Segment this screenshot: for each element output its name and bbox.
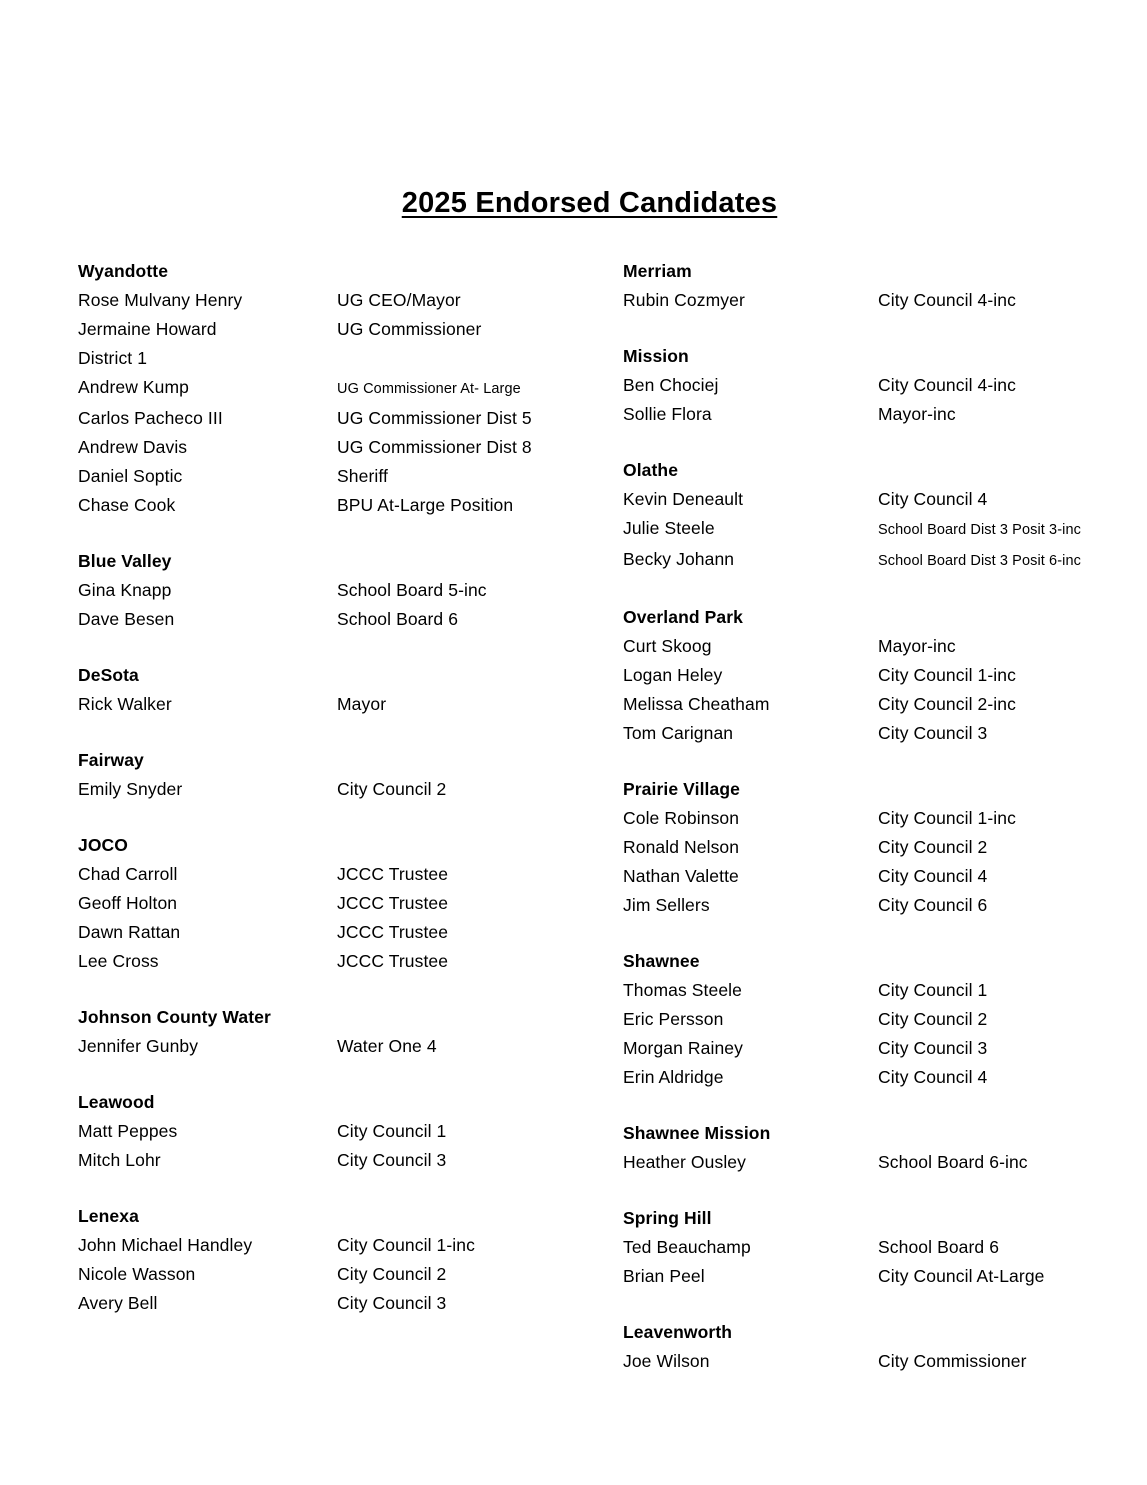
office-label: City Council 1 (337, 1121, 447, 1141)
candidate-name: Chase Cook (78, 495, 176, 515)
candidate-row (78, 462, 623, 491)
candidate-name: Ronald Nelson (623, 837, 740, 857)
candidate-row (78, 775, 623, 804)
office-label: Water One 4 (337, 1036, 437, 1056)
candidate-row (623, 690, 1143, 719)
candidate-row (78, 286, 623, 315)
city-header: Overland Park (623, 607, 743, 627)
candidate-row (78, 344, 623, 373)
office-label: School Board 6 (337, 609, 459, 629)
candidate-name: Brian Peel (623, 1266, 705, 1286)
office-label: JCCC Trustee (337, 951, 449, 971)
office-label: Mayor-inc (878, 404, 956, 424)
city-header: Shawnee (623, 951, 700, 971)
candidate-name: Eric Persson (623, 1009, 724, 1029)
candidate-row (78, 404, 623, 433)
candidate-name: District 1 (78, 348, 148, 368)
candidate-row (78, 947, 623, 976)
office-label: Mayor-inc (878, 636, 956, 656)
candidate-name: Avery Bell (78, 1293, 158, 1313)
office-label: UG CEO/Mayor (337, 290, 461, 310)
candidate-row (78, 1146, 623, 1175)
candidate-row (623, 1347, 1143, 1376)
candidate-name: Jim Sellers (623, 895, 710, 915)
candidate-name: Dave Besen (78, 609, 175, 629)
city-section (623, 257, 1143, 315)
city-header: Leawood (78, 1092, 155, 1112)
candidate-row (78, 918, 623, 947)
candidate-name: Geoff Holton (78, 893, 178, 913)
candidate-name: Becky Johann (623, 549, 735, 569)
candidate-name: Rick Walker (78, 694, 172, 714)
city-header: Wyandotte (78, 261, 169, 281)
candidate-name: Chad Carroll (78, 864, 178, 884)
office-label: JCCC Trustee (337, 922, 449, 942)
candidate-row (623, 833, 1143, 862)
office-label: City Council 1-inc (337, 1235, 475, 1255)
city-header: Johnson County Water (78, 1007, 271, 1027)
city-header: DeSota (78, 665, 139, 685)
office-label: City Council 3 (337, 1150, 447, 1170)
candidate-name: Andrew Kump (78, 377, 190, 397)
candidate-row (623, 976, 1143, 1005)
candidate-row (78, 889, 623, 918)
candidate-row (623, 804, 1143, 833)
office-label: JCCC Trustee (337, 864, 449, 884)
office-label: BPU At-Large Position (337, 495, 514, 515)
office-label: City Council 6 (878, 895, 988, 915)
candidate-name: Nicole Wasson (78, 1264, 196, 1284)
candidate-row (623, 1148, 1143, 1177)
candidate-name: Kevin Deneault (623, 489, 744, 509)
city-section (623, 456, 1143, 576)
candidate-name: Rose Mulvany Henry (78, 290, 243, 310)
candidate-name: Heather Ousley (623, 1152, 746, 1172)
office-label: City Council 2 (878, 837, 988, 857)
candidate-row (623, 1063, 1143, 1092)
office-label: JCCC Trustee (337, 893, 449, 913)
candidate-name: Jennifer Gunby (78, 1036, 199, 1056)
candidate-row (623, 400, 1143, 429)
candidate-row (623, 719, 1143, 748)
city-header: Spring Hill (623, 1208, 712, 1228)
candidate-name: Dawn Rattan (78, 922, 181, 942)
office-label: City Council 4-inc (878, 290, 1016, 310)
candidate-row (623, 891, 1143, 920)
candidate-name: Joe Wilson (623, 1351, 710, 1371)
city-section (623, 1119, 1143, 1177)
candidate-name: Rubin Cozmyer (623, 290, 745, 310)
candidate-name: Julie Steele (623, 518, 715, 538)
office-label: City Council 1-inc (878, 665, 1016, 685)
candidate-name: Gina Knapp (78, 580, 172, 600)
office-label: School Board Dist 3 Posit 6-inc (878, 553, 1081, 569)
candidate-row (78, 1032, 623, 1061)
office-label: City Council 4-inc (878, 375, 1016, 395)
office-label: School Board 6-inc (878, 1152, 1028, 1172)
candidate-row (623, 661, 1143, 690)
candidate-name: Curt Skoog (623, 636, 712, 656)
city-section (78, 1088, 623, 1175)
candidate-row (78, 373, 623, 404)
candidate-row (78, 690, 623, 719)
candidate-row (623, 1034, 1143, 1063)
city-header: Merriam (623, 261, 692, 281)
city-header: Olathe (623, 460, 679, 480)
city-section (78, 1202, 623, 1318)
office-label: City Council 1 (878, 980, 988, 1000)
office-label: UG Commissioner Dist 5 (337, 408, 532, 428)
candidate-row (623, 1005, 1143, 1034)
city-header: Leavenworth (623, 1322, 733, 1342)
candidate-row (623, 1233, 1143, 1262)
candidate-name: Matt Peppes (78, 1121, 178, 1141)
candidate-name: Ben Chociej (623, 375, 719, 395)
city-section (78, 831, 623, 976)
office-label: School Board 6 (878, 1237, 1000, 1257)
office-label: City Council 2 (878, 1009, 988, 1029)
candidate-name: Erin Aldridge (623, 1067, 724, 1087)
candidate-name: Thomas Steele (623, 980, 742, 1000)
city-section (623, 1318, 1143, 1376)
office-label: School Board 5-inc (337, 580, 487, 600)
city-section (78, 661, 623, 719)
candidate-row (623, 371, 1143, 400)
candidate-name: Daniel Soptic (78, 466, 183, 486)
candidate-row (78, 433, 623, 462)
candidate-row (623, 632, 1143, 661)
office-label: City Council 3 (337, 1293, 447, 1313)
city-header: Shawnee Mission (623, 1123, 771, 1143)
office-label: City Council 2-inc (878, 694, 1016, 714)
candidate-name: Sollie Flora (623, 404, 712, 424)
candidate-name: Jermaine Howard (78, 319, 217, 339)
office-label: City Council 1-inc (878, 808, 1016, 828)
candidate-name: Ted Beauchamp (623, 1237, 751, 1257)
office-label: Mayor (337, 694, 387, 714)
candidate-row (78, 1289, 623, 1318)
city-header: JOCO (78, 835, 128, 855)
candidate-name: Logan Heley (623, 665, 723, 685)
city-section (78, 257, 623, 520)
candidate-name: Mitch Lohr (78, 1150, 161, 1170)
candidate-row (623, 286, 1143, 315)
city-section (623, 342, 1143, 429)
candidate-row (623, 545, 1143, 576)
column-right (623, 257, 1143, 1376)
office-label: City Commissioner (878, 1351, 1027, 1371)
candidate-row (78, 1260, 623, 1289)
city-section (78, 547, 623, 634)
office-label: City Council 4 (878, 1067, 988, 1087)
candidate-row (78, 605, 623, 634)
candidate-row (623, 485, 1143, 514)
candidate-row (623, 514, 1143, 545)
candidate-name: Morgan Rainey (623, 1038, 743, 1058)
office-label: UG Commissioner Dist 8 (337, 437, 532, 457)
office-label: City Council 4 (878, 489, 988, 509)
candidate-row (78, 491, 623, 520)
candidate-name: Cole Robinson (623, 808, 740, 828)
candidate-row (78, 1231, 623, 1260)
office-label: City Council 3 (878, 723, 988, 743)
office-label: City Council 3 (878, 1038, 988, 1058)
candidate-row (78, 1117, 623, 1146)
title-wrapper (0, 0, 1147, 220)
office-label: School Board Dist 3 Posit 3-inc (878, 522, 1081, 538)
city-header: Lenexa (78, 1206, 139, 1226)
candidate-name: John Michael Handley (78, 1235, 253, 1255)
candidate-row (623, 862, 1143, 891)
column-left (78, 257, 623, 1376)
candidate-row (78, 860, 623, 889)
candidate-name: Tom Carignan (623, 723, 734, 743)
page-title: 2025 Endorsed Candidates (401, 187, 778, 219)
city-header: Blue Valley (78, 551, 172, 571)
city-section (623, 1204, 1143, 1291)
city-section (623, 947, 1143, 1092)
candidate-name: Carlos Pacheco III (78, 408, 223, 428)
columns-container (0, 257, 1147, 1376)
office-label: City Council 2 (337, 1264, 447, 1284)
candidate-name: Nathan Valette (623, 866, 739, 886)
candidate-name: Lee Cross (78, 951, 159, 971)
office-label: City Council 2 (337, 779, 447, 799)
candidate-row (78, 576, 623, 605)
city-header: Fairway (78, 750, 144, 770)
city-header: Prairie Village (623, 779, 740, 799)
city-section (78, 746, 623, 804)
office-label: City Council 4 (878, 866, 988, 886)
city-section (78, 1003, 623, 1061)
candidate-name: Andrew Davis (78, 437, 188, 457)
candidate-row (78, 315, 623, 344)
office-label: UG Commissioner (337, 319, 482, 339)
candidate-row (623, 1262, 1143, 1291)
office-label: UG Commissioner At- Large (337, 381, 521, 397)
office-label: Sheriff (337, 466, 388, 486)
city-section (623, 603, 1143, 748)
candidate-name: Emily Snyder (78, 779, 183, 799)
city-header: Mission (623, 346, 689, 366)
office-label: City Council At-Large (878, 1266, 1045, 1286)
candidate-name: Melissa Cheatham (623, 694, 770, 714)
city-section (623, 775, 1143, 920)
